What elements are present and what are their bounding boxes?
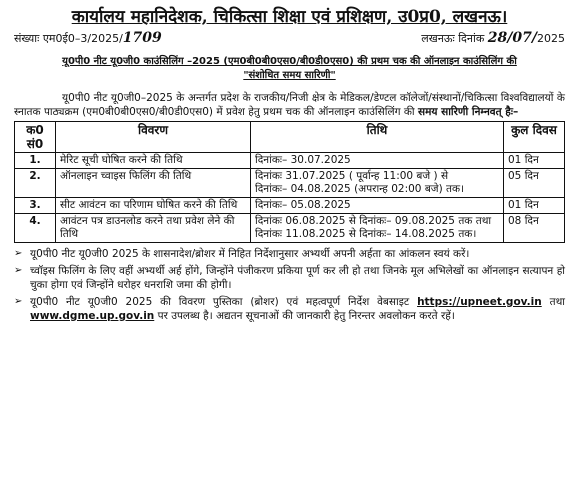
- subject: [14, 55, 565, 83]
- header-description: विवरण: [56, 122, 251, 153]
- row-date-line: दिनांकः– 30.07.2025: [255, 154, 351, 166]
- arrow-bullet-icon: ➢: [14, 265, 23, 276]
- arrow-bullet-icon: ➢: [14, 248, 23, 259]
- header-days: कुल दिवस: [504, 122, 565, 153]
- row-days: 01 दिन: [504, 198, 565, 214]
- list-item: [14, 247, 565, 261]
- dgme-website-link[interactable]: www.dgme.up.gov.in: [30, 310, 155, 322]
- arrow-bullet-icon: ➢: [14, 296, 23, 307]
- note-text: यू0पी0 नीट यू0जी0 2025 के शासनादेश/ब्रोशर में निहित निर्देशानुसार अभ्यर्थी अपनी अर्हता का आंकलन स्वयं करें।: [30, 248, 470, 260]
- row-description: ऑनलाइन च्वाइस फिलिंग की तिथि: [56, 169, 251, 198]
- reference-handwritten: 1709: [122, 30, 162, 46]
- row-date-line: दिनांकः 31.07.2025 ( पूर्वान्ह 11:00 बजे ) से: [255, 170, 449, 182]
- intro-bold: समय सारिणी निम्नवत् हैः–: [417, 106, 519, 118]
- row-date: [251, 198, 504, 214]
- subject-line-2: "संशोधित समय सारिणी": [243, 70, 336, 81]
- date-year: 2025: [537, 32, 565, 45]
- row-days: 08 दिन: [504, 214, 565, 243]
- table-row: [15, 169, 565, 198]
- list-item: [14, 264, 565, 292]
- reference-row: [14, 30, 565, 47]
- upneet-website-link[interactable]: https://upneet.gov.in: [417, 296, 542, 308]
- header-serial: क0 सं0: [15, 122, 56, 153]
- header-date: तिथि: [251, 122, 504, 153]
- table-row: [15, 214, 565, 243]
- row-serial: 2.: [15, 169, 56, 198]
- row-days: 05 दिन: [504, 169, 565, 198]
- row-date-line: दिनांकः– 04.08.2025 (अपरान्ह 02:00 बजे) तक।: [255, 183, 465, 195]
- row-date: [251, 214, 504, 243]
- reference-number: [14, 30, 162, 47]
- list-item: [14, 295, 565, 323]
- office-title: कार्यालय महानिदेशक, चिकित्सा शिक्षा एवं प्रशिक्षण, उ0प्र0, लखनऊ।: [71, 7, 508, 27]
- intro-paragraph: [14, 91, 565, 119]
- row-date-line: दिनांकः– 05.08.2025: [255, 199, 351, 211]
- row-description: सीट आवंटन का परिणाम घोषित करने की तिथि: [56, 198, 251, 214]
- row-serial: 4.: [15, 214, 56, 243]
- reference-label: संख्याः एम0ई0–3/2025/: [14, 32, 123, 45]
- intro-text: यू0पी0 नीट यू0जी0–2025 के अन्तर्गत प्रदेश के राजकीय/निजी क्षेत्र के मेडिकल/डेण्टल कॉलेजों/संस्थानों/चिकित्सा विश्वविद्यालयों के स्नातक पाठ्यक्रम (एम0बी0बी0एस0/बी0डी0एस0) में प्रवेश हेतु प्रथम चक की ऑनलाइन काउंसिलिंग की: [14, 92, 565, 118]
- table-row: [15, 153, 565, 169]
- note-text: च्वॉइस फिलिंग के लिए वहीं अभ्यर्थी अर्ह होंगे, जिन्होंने पंजीकरण प्रकिया पूर्ण कर ली हो तथा जिनके मूल अभिलेखों का ऑनलाइन सत्यापन हो चुका होगा एवं जिन्होंने धरोहर धनराशि जमा की होगी।: [30, 265, 565, 291]
- row-date-line: दिनांकः 06.08.2025 से दिनांकः– 09.08.2025 तक तथा: [255, 215, 492, 227]
- row-description: मेरिट सूची घोषित करने की तिथि: [56, 153, 251, 169]
- date-handwritten: 28/07/: [487, 30, 537, 46]
- subject-line-1: यू0पी0 नीट यू0जी0 काउंसिलिंग –2025 (एम0बी0बी0एस0/बी0डी0एस0) की प्रथम चक की ऑनलाइन काउंसिलिंग की: [62, 56, 517, 67]
- row-date: [251, 169, 504, 198]
- table-header-row: [15, 122, 565, 153]
- row-description: आवंटन पत्र डाउनलोड करने तथा प्रवेश लेने की तिथि: [56, 214, 251, 243]
- table-row: [15, 198, 565, 214]
- schedule-table: [14, 121, 565, 243]
- row-date: [251, 153, 504, 169]
- note-text: तथा: [541, 296, 566, 308]
- note-text: पर उपलब्ध है। अद्यतन सूचनाओं की जानकारी हेतु निरन्तर अवलोकन करते रहें।: [154, 310, 455, 322]
- notes-list: [14, 247, 565, 323]
- row-serial: 1.: [15, 153, 56, 169]
- date-label: लखनऊः दिनांक: [421, 32, 485, 45]
- note-text: यू0पी0 नीट यू0जी0 2025 की विवरण पुस्तिका (ब्रोशर) एवं महत्वपूर्ण निर्देश वेबसाइट: [30, 296, 418, 308]
- row-days: 01 दिन: [504, 153, 565, 169]
- row-date-line: दिनांकः 11.08.2025 से दिनांकः– 14.08.2025 तक।: [255, 228, 477, 240]
- letter-date: [421, 30, 565, 47]
- row-serial: 3.: [15, 198, 56, 214]
